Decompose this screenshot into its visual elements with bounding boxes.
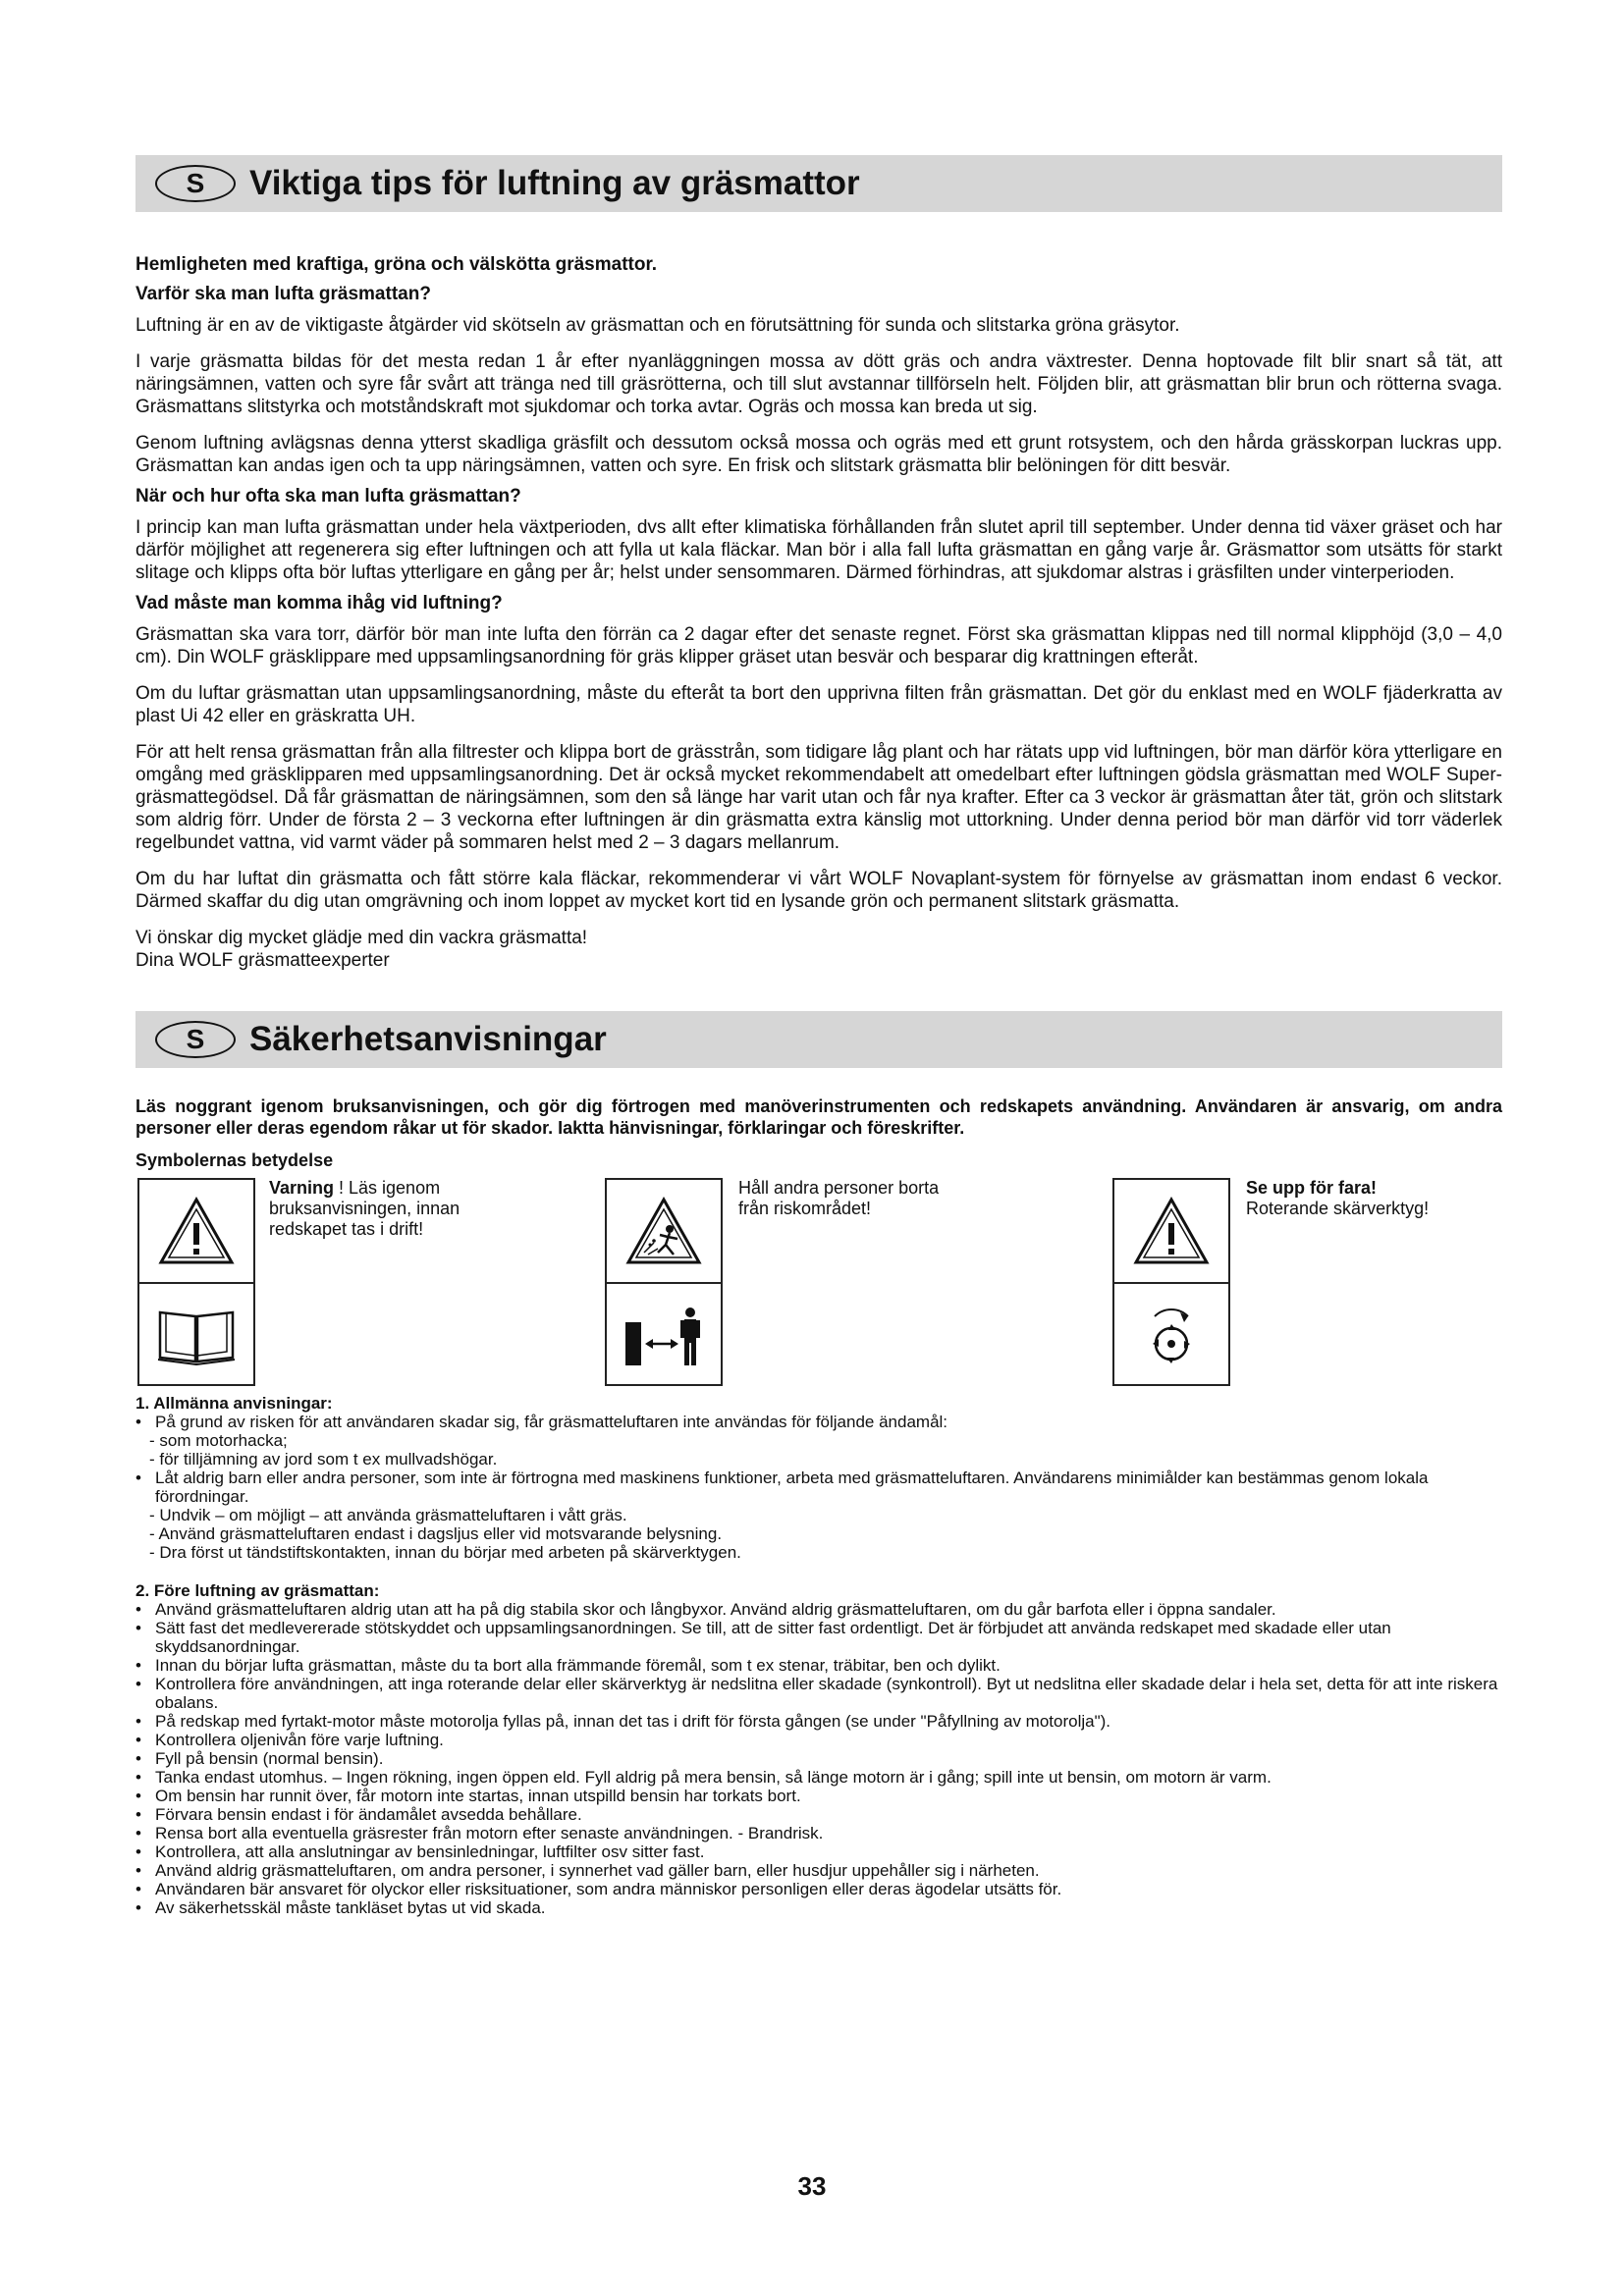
- thrown-objects-warning-icon: [624, 1196, 703, 1266]
- symbol-box-warning: [137, 1178, 255, 1386]
- list-item: • På grund av risken för att användaren skadar sig, får gräsmatteluftaren inte användas för följande ändamål:: [135, 1413, 1502, 1431]
- list-heading-general: 1. Allmänna anvisningar:: [135, 1394, 333, 1413]
- list-heading-before: 2. Före luftning av gräsmattan:: [135, 1581, 380, 1600]
- heading-when: När och hur ofta ska man lufta gräsmattan?: [135, 486, 521, 507]
- list-item: • Använd aldrig gräsmatteluftaren, om andra personer, i synnerhet vad gäller barn, eller husdjur uppehåller sig i närheten.: [135, 1861, 1502, 1880]
- rotating-blade-icon: [1137, 1301, 1206, 1369]
- warning-triangle-icon: [1132, 1196, 1211, 1266]
- paragraph: Om du har luftat din gräsmatta och fått större kala fläckar, rekommenderar vi vårt WOLF Novaplant-system för förnyelse av gräsmattan inom endast 6 veckor. Därmed skaffar du dig utan omgrävning och inom loppet av mycket kort tid en lysande grön och permanent slitstark gräsmatta.: [135, 869, 1502, 912]
- list-item: - för tilljämning av jord som t ex mullvadshögar.: [149, 1450, 498, 1468]
- section-title: Säkerhetsanvisningar: [249, 1020, 607, 1058]
- list-item: • Rensa bort alla eventuella gräsrester från motorn efter senaste användningen. - Brandrisk.: [135, 1824, 1502, 1842]
- page-number: 33: [797, 2171, 827, 2201]
- before-aeration-list: [135, 1600, 1502, 1917]
- list-item: • Kontrollera före användningen, att inga roterande delar eller skärverktyg är nedslitna eller skadade (synkontroll). Byt ut nedslitna eller skadade delar i hela set, detta för att inte riskera obalans.: [135, 1675, 1502, 1712]
- language-badge: S: [155, 1021, 236, 1058]
- general-instructions-list: [135, 1413, 1502, 1562]
- list-item: - Dra först ut tändstiftskontakten, innan du börjar med arbeten på skärverktygen.: [149, 1543, 741, 1562]
- paragraph: För att helt rensa gräsmattan från alla filtrester och klippa bort de grässtrån, som tidigare låg plant och har rätats upp vid luftningen, bör man därför köra ytterligare en omgång med gräsklipparen med uppsamlingsanordning. Det är också mycket rekommendabelt att omedelbart efter luftningen gödsla gräsmattan med WOLF Super-gräsmattegödsel. Då får gräsmattan de näringsämnen, som den så länge har varit utan och får nya krafter. Efter ca 3 veckor är gräsmattan åter tät, grön och slitstark som aldrig förr. Under de första 2 – 3 veckorna efter luftningen är din gräsmatta extra känslig mot uttorkning. Under denna period bör man därför vid torr väderlek regelbundet vattna, vid varmt väder på sommaren helst med 2 – 3 dagars mellanrum.: [135, 742, 1502, 853]
- warning-triangle-icon: [157, 1196, 236, 1266]
- language-badge: S: [155, 165, 236, 202]
- list-item: • Innan du börjar lufta gräsmattan, måste du ta bort alla främmande föremål, som t ex stenar, träbitar, ben och dylikt.: [135, 1656, 1502, 1675]
- list-item: - Använd gräsmatteluftaren endast i dagsljus eller vid motsvarande belysning.: [149, 1524, 723, 1543]
- manual-book-icon: [156, 1305, 237, 1365]
- section-title: Viktiga tips för luftning av gräsmattor: [249, 164, 860, 202]
- list-item: • Använd gräsmatteluftaren aldrig utan att ha på dig stabila skor och långbyxor. Använd aldrig gräsmatteluftaren, om du går barfota eller i öppna sandaler.: [135, 1600, 1502, 1619]
- section-banner-tips: [135, 155, 1502, 212]
- paragraph: Luftning är en av de viktigaste åtgärder vid skötseln av gräsmattan och en förutsättning för sunda och slitstarka gröna gräsytor.: [135, 315, 1180, 336]
- closing-signature: Dina WOLF gräsmatteexperter: [135, 950, 390, 971]
- heading-main: Hemligheten med kraftiga, gröna och välskötta gräsmattor.: [135, 254, 658, 275]
- closing-line: Vi önskar dig mycket glädje med din vackra gräsmatta!: [135, 928, 588, 948]
- list-item: • Kontrollera oljenivån före varje luftning.: [135, 1731, 1502, 1749]
- list-item: • Fyll på bensin (normal bensin).: [135, 1749, 1502, 1768]
- list-item: - som motorhacka;: [149, 1431, 288, 1450]
- symbol-text-warning: Varning ! Läs igenom bruksanvisningen, innan redskapet tas i drift!: [269, 1178, 460, 1239]
- list-item: • På redskap med fyrtakt-motor måste motorolja fyllas på, innan det tas i drift för första gången (se under "Påfyllning av motorolja").: [135, 1712, 1502, 1731]
- paragraph: Om du luftar gräsmattan utan uppsamlingsanordning, måste du efteråt ta bort den upprivna filten från gräsmattan. Det gör du enklast med en WOLF fjäderkratta av plast Ui 42 eller en gräskratta UH.: [135, 683, 1502, 726]
- list-item: • Sätt fast det medlevererade stötskyddet och uppsamlingsanordningen. Se till, att de sitter fast ordentligt. Det är förbjudet att använda redskapet med skadade eller utan skyddsanordningar.: [135, 1619, 1502, 1656]
- keep-distance-icon: [620, 1301, 708, 1369]
- list-item: • Av säkerhetsskäl måste tankläset bytas ut vid skada.: [135, 1898, 1502, 1917]
- list-item: - Undvik – om möjligt – att använda gräsmatteluftaren i vått gräs.: [149, 1506, 627, 1524]
- list-item: • Kontrollera, att alla anslutningar av bensinledningar, luftfilter osv sitter fast.: [135, 1842, 1502, 1861]
- safety-intro: Läs noggrant igenom bruksanvisningen, och gör dig förtrogen med manöverinstrumenten och redskapets användning. Användaren är ansvarig, om andra personer eller deras egendom råkar ut för skador. Iaktta hänvisningar, förklaringar och föreskrifter.: [135, 1096, 1502, 1138]
- list-item: • Låt aldrig barn eller andra personer, som inte är förtrogna med maskinens funktioner, arbeta med gräsmatteluftaren. Användarens minimiålder kan bestämmas genom lokala förordningar.: [135, 1468, 1502, 1506]
- symbol-text-keep-away: Håll andra personer borta från riskområdet!: [738, 1178, 940, 1218]
- symbol-box-danger: [1112, 1178, 1230, 1386]
- page-content: [135, 155, 1502, 1917]
- symbol-text-danger: Se upp för fara! Roterande skärverktyg!: [1246, 1178, 1430, 1218]
- symbols-heading: Symbolernas betydelse: [135, 1150, 334, 1170]
- paragraph: I varje gräsmatta bildas för det mesta redan 1 år efter nyanläggningen mossa av dött gräs och andra växtrester. Denna hoptovade filt blir snart så tät, att näringsämnen, vatten och syre får svårt att tränga ned till gräsrötterna, och till slut avstannar tillförseln helt. Följden blir, att gräsmattan blir brun och rötterna svaga. Gräsmattans slitstyrka och motståndskraft mot sjukdomar och torka avtar. Ogräs och mossa kan breda ut sig.: [135, 351, 1502, 417]
- symbols-row: [135, 1178, 1502, 1386]
- list-item: • Användaren bär ansvaret för olyckor eller risksituationer, som andra människor personligen eller deras ägodelar utsätts för.: [135, 1880, 1502, 1898]
- paragraph: Gräsmattan ska vara torr, därför bör man inte lufta den förrän ca 2 dagar efter det senaste regnet. Först ska gräsmattan klippas ned till normal klipphöjd (3,0 – 4,0 cm). Din WOLF gräsklippare med uppsamlingsanordning för gräs klipper gräset utan besvär och besparar dig krattningen efteråt.: [135, 624, 1502, 667]
- list-item: • Förvara bensin endast i för ändamålet avsedda behållare.: [135, 1805, 1502, 1824]
- list-item: • Tanka endast utomhus. – Ingen rökning, ingen öppen eld. Fyll aldrig på mera bensin, så länge motorn är i gång; spill inte ut bensin, om motorn är varm.: [135, 1768, 1502, 1787]
- list-item: • Om bensin har runnit över, får motorn inte startas, innan utspilld bensin har torkats bort.: [135, 1787, 1502, 1805]
- paragraph: Genom luftning avlägsnas denna ytterst skadliga gräsfilt och dessutom också mossa och ogräs med ett grunt rotsystem, och den hårda grässkorpan luckras upp. Gräsmattan kan andas igen och ta upp näringsämnen, vatten och syre. En frisk och slitstark gräsmatta blir belöningen för ditt besvär.: [135, 433, 1502, 476]
- heading-why: Varför ska man lufta gräsmattan?: [135, 284, 431, 304]
- heading-remember: Vad måste man komma ihåg vid luftning?: [135, 593, 503, 614]
- symbol-box-keep-away: [605, 1178, 723, 1386]
- paragraph: I princip kan man lufta gräsmattan under hela växtperioden, dvs allt efter klimatiska förhållanden från slutet april till september. Under denna tid växer gräset och har därför möjlighet att regenerera sig efter luftningen och att fylla ut kala fläckar. Man bör i alla fall lufta gräsmattan en gång varje år. Gräsmattor som utsätts för starkt slitage och klipps ofta bör luftas ytterligare en gång per år; helst under sensommaren. Därmed förhindras, att sjukdomar alstras i gräsfilten under vinterperioden.: [135, 517, 1502, 583]
- section-banner-safety: [135, 1011, 1502, 1068]
